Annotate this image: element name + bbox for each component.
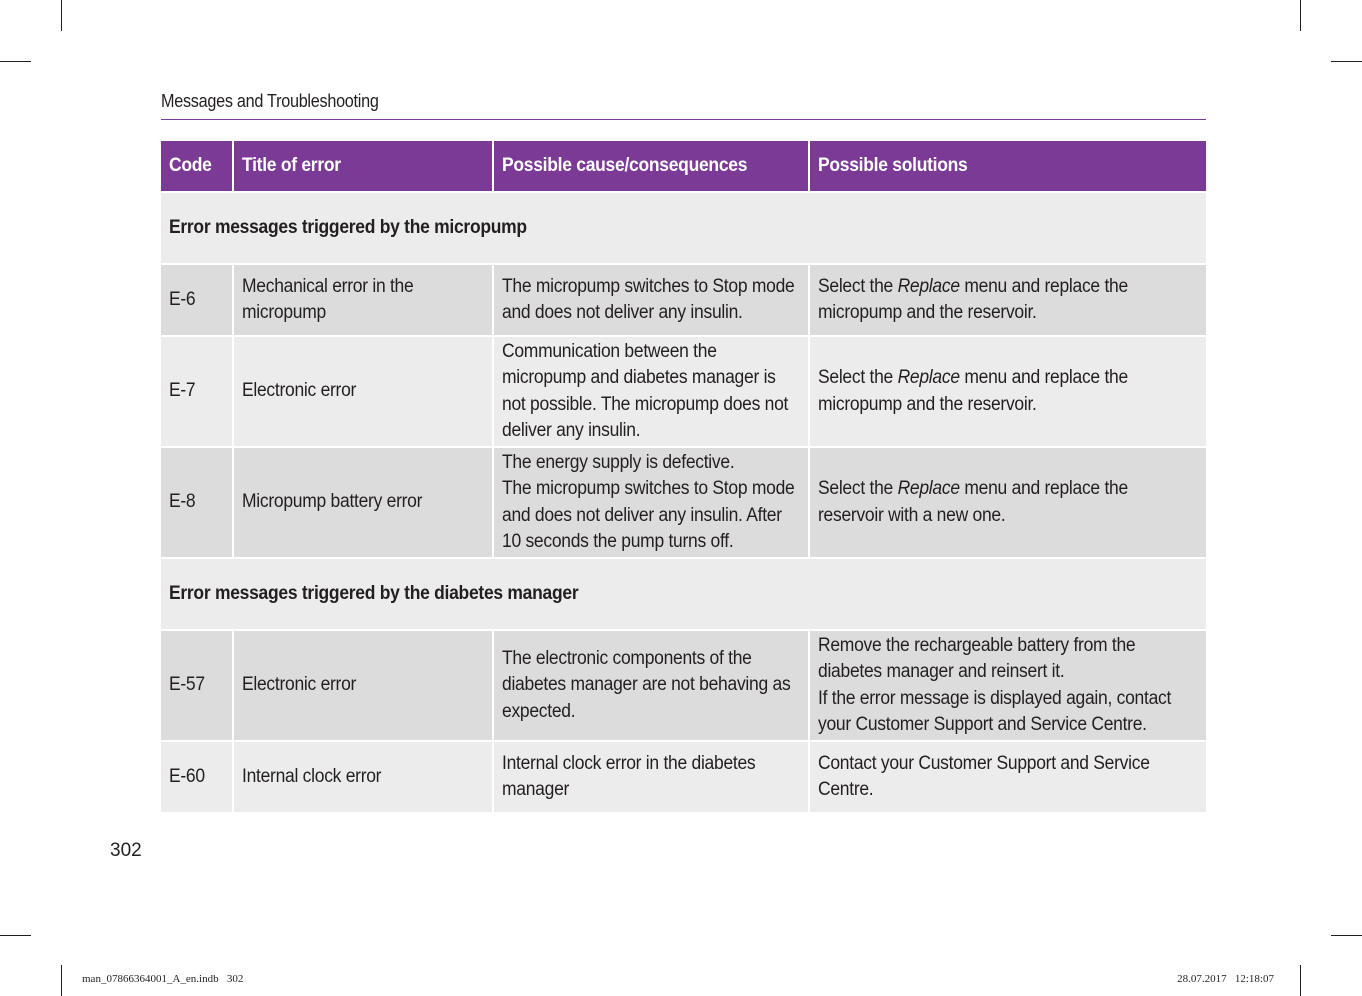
column-header-cause: Possible cause/consequences [492,141,808,191]
crop-mark-top-left [61,0,62,31]
table-row [161,629,1206,740]
table-row [161,263,1206,335]
error-title: Electronic error [232,335,492,446]
error-cause: Internal clock error in the diabetes manager [492,740,808,812]
header-rule [161,119,1206,120]
crop-mark-top-left [0,61,31,62]
column-header-title: Title of error [232,141,492,191]
error-solution: Select the Replace menu and replace the micropump and the reservoir. [808,263,1206,335]
error-code: E-8 [161,446,232,557]
column-header-solutions: Possible solutions [808,141,1206,191]
replace-menu-name: Replace [897,478,960,499]
error-solution: Select the Replace menu and replace the micropump and the reservoir. [808,335,1206,446]
error-code: E-7 [161,335,232,446]
error-title: Electronic error [232,629,492,740]
table-row [161,335,1206,446]
error-code: E-60 [161,740,232,812]
error-cause: The energy supply is defective. The micropump switches to Stop mode and does not deliver any insulin. After 10 seconds the pump turns off. [492,446,808,557]
replace-menu-name: Replace [897,367,960,388]
error-code: E-57 [161,629,232,740]
error-title: Mechanical error in the micropump [232,263,492,335]
print-slug-timestamp: 28.07.2017 12:18:07 [1177,973,1274,985]
table-row [161,446,1206,557]
print-slug-filename: man_07866364001_A_en.indb 302 [82,973,244,985]
error-code: E-6 [161,263,232,335]
error-solution: Contact your Customer Support and Service Centre. [808,740,1206,812]
crop-mark-top-right [1331,61,1362,62]
crop-mark-bottom-left [0,935,31,936]
table-header-row [161,141,1206,191]
replace-menu-name: Replace [897,275,960,297]
crop-mark-bottom-right [1300,965,1301,996]
crop-mark-top-right [1300,0,1301,31]
table-row [161,740,1206,812]
error-cause: The micropump switches to Stop mode and does not deliver any insulin. [492,263,808,335]
error-cause: The electronic components of the diabetes manager are not behaving as expected. [492,629,808,740]
running-head: Messages and Troubleshooting [161,91,379,111]
error-table [161,141,1206,812]
error-solution: Remove the rechargeable battery from the diabetes manager and reinsert it. If the error message is displayed again, contact your Customer Support and Service Centre. [808,629,1206,740]
error-title: Micropump battery error [232,446,492,557]
page-number: 302 [110,840,142,861]
crop-mark-bottom-right [1331,935,1362,936]
error-solution: Select the Replace menu and replace the reservoir with a new one. [808,446,1206,557]
column-header-code: Code [161,141,232,191]
section-title: Error messages triggered by the micropump [161,191,1206,263]
error-cause: Communication between the micropump and diabetes manager is not possible. The micropump does not deliver any insulin. [492,335,808,446]
section-title: Error messages triggered by the diabetes manager [161,557,1206,629]
section-row-diabetes-manager [161,557,1206,629]
error-title: Internal clock error [232,740,492,812]
crop-mark-bottom-left [61,965,62,996]
section-row-micropump [161,191,1206,263]
